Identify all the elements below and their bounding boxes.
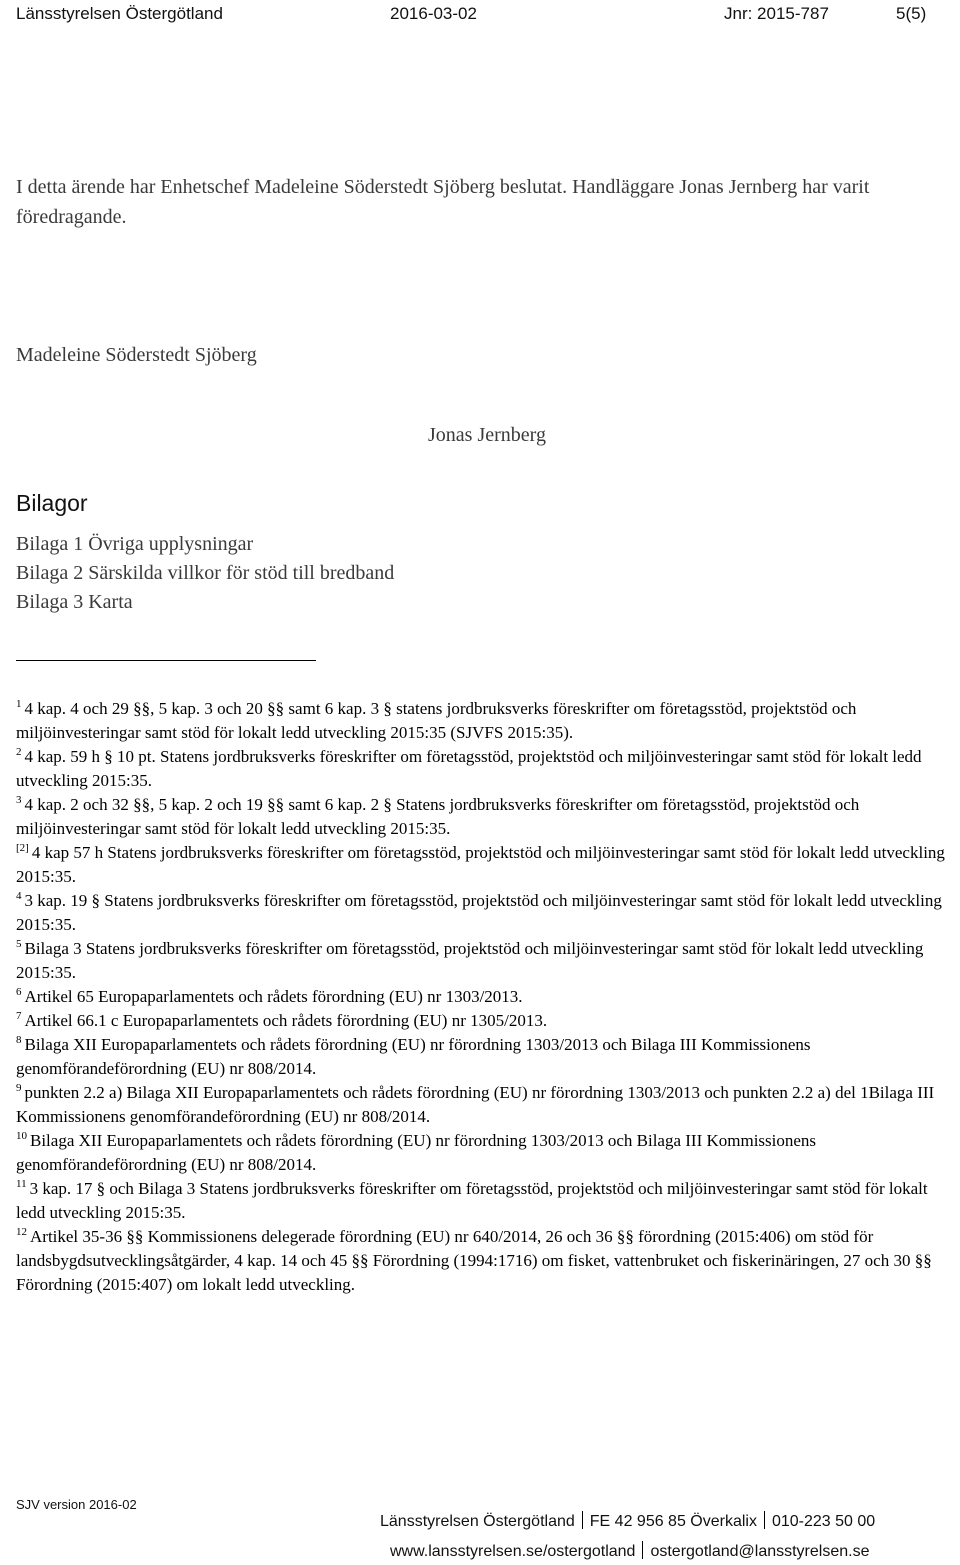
footnote-text: 4 kap. 4 och 29 §§, 5 kap. 3 och 20 §§ samt 6 kap. 3 § statens jordbruksverks föreskrifter om företagsstöd, projektstöd och miljöinvesteringar samt stöd för lokalt ledd utveckling 2015:35 (SJVFS 2015:35).	[16, 699, 857, 742]
footer-contact-line	[380, 1511, 875, 1531]
footnote-item	[16, 1033, 954, 1081]
footnote-text: 4 kap. 59 h § 10 pt. Statens jordbruksverks föreskrifter om företagsstöd, projektstöd och miljöinvesteringar samt stöd för lokalt ledd utveckling 2015:35.	[16, 747, 922, 790]
footnote-item	[16, 1081, 954, 1129]
footnote-text: 3 kap. 19 § Statens jordbruksverks föreskrifter om företagsstöd, projektstöd och miljöinvesteringar samt stöd för lokalt ledd utveckling 2015:35.	[16, 891, 942, 934]
signature-case-officer: Jonas Jernberg	[428, 424, 546, 446]
footer-divider	[642, 1541, 643, 1559]
footnote-marker: 9	[16, 1082, 22, 1095]
footer-version: SJV version 2016-02	[16, 1497, 137, 1512]
footnote-marker: 8	[16, 1034, 22, 1047]
footnotes-list	[16, 697, 954, 1297]
footnote-item	[16, 1009, 954, 1033]
footnote-marker: [2]	[16, 842, 29, 855]
header-org: Länsstyrelsen Östergötland	[16, 4, 223, 23]
footnote-item	[16, 745, 954, 793]
footnote-item	[16, 1225, 954, 1297]
page-header	[16, 4, 946, 28]
footnote-text: Artikel 65 Europaparlamentets och rådets förordning (EU) nr 1303/2013.	[24, 987, 523, 1006]
footnote-text: Bilaga 3 Statens jordbruksverks föreskrifter om företagsstöd, projektstöd och miljöinvesteringar samt stöd för lokalt ledd utveckling 2015:35.	[16, 939, 924, 982]
footnote-text: punkten 2.2 a) Bilaga XII Europaparlamentets och rådets förordning (EU) nr förordning 1303/2013 och punkten 2.2 a) del 1Bilaga III Kommissionens genomförandeförordning (EU) nr 808/2014.	[16, 1083, 935, 1126]
footnote-item	[16, 793, 954, 841]
footnote-marker: 3	[16, 794, 22, 807]
footer-email-link[interactable]: ostergotland@lansstyrelsen.se	[650, 1543, 870, 1560]
footnote-marker: 10	[16, 1130, 27, 1143]
footnote-item	[16, 985, 954, 1009]
attachment-item: Bilaga 1 Övriga upplysningar	[16, 533, 254, 555]
footer-org: Länsstyrelsen Östergötland	[380, 1513, 575, 1530]
footnote-item	[16, 889, 954, 937]
footer-divider	[764, 1511, 765, 1529]
header-case-number: Jnr: 2015-787	[724, 4, 829, 23]
footer-address: FE 42 956 85 Överkalix	[589, 1513, 757, 1530]
footnote-marker: 12	[16, 1226, 27, 1239]
footer-phone: 010-223 50 00	[771, 1513, 876, 1530]
header-page-number: 5(5)	[896, 4, 927, 23]
footnote-text: 3 kap. 17 § och Bilaga 3 Statens jordbruksverks föreskrifter om företagsstöd, projektstöd och miljöinvesteringar samt stöd för lokalt ledd utveckling 2015:35.	[16, 1179, 928, 1222]
footnote-marker: 7	[16, 1010, 22, 1023]
footnote-separator	[16, 660, 316, 661]
footnote-item	[16, 1129, 954, 1177]
footnote-marker: 6	[16, 986, 22, 999]
footer-web-line	[390, 1541, 869, 1561]
footnote-text: 4 kap. 2 och 32 §§, 5 kap. 2 och 19 §§ samt 6 kap. 2 § Statens jordbruksverks föreskrifter om företagsstöd, projektstöd och miljöinvesteringar samt stöd för lokalt ledd utveckling 2015:35.	[16, 795, 860, 838]
footnote-text: Artikel 66.1 c Europaparlamentets och rådets förordning (EU) nr 1305/2013.	[24, 1011, 548, 1030]
attachments-heading: Bilagor	[16, 490, 88, 516]
footnote-marker: 5	[16, 938, 22, 951]
footnote-item	[16, 1177, 954, 1225]
footer-website-link[interactable]: www.lansstyrelsen.se/ostergotland	[390, 1543, 636, 1560]
footnote-item	[16, 841, 954, 889]
header-date: 2016-03-02	[390, 4, 477, 23]
footnote-marker: 11	[16, 1178, 27, 1191]
footnote-item	[16, 937, 954, 985]
footnote-marker: 1	[16, 698, 22, 711]
footnote-marker: 2	[16, 746, 22, 759]
footnote-text: Bilaga XII Europaparlamentets och rådets förordning (EU) nr förordning 1303/2013 och Bilaga III Kommissionens genomförandeförordning (EU) nr 808/2014.	[16, 1035, 811, 1078]
footnote-item	[16, 697, 954, 745]
footnote-text: Artikel 35-36 §§ Kommissionens delegerade förordning (EU) nr 640/2014, 26 och 36 §§ förordning (2015:406) om stöd för landsbygdsutvecklingsåtgärder, 4 kap. 14 och 45 §§ Förordning (1994:1716) om fisket, vattenbruket och fiskerinäringen, 27 och 30 §§ Förordning (2015:407) om lokalt ledd utveckling.	[16, 1227, 932, 1294]
attachment-item: Bilaga 2 Särskilda villkor för stöd till bredband	[16, 562, 395, 584]
footnote-text: Bilaga XII Europaparlamentets och rådets förordning (EU) nr förordning 1303/2013 och Bilaga III Kommissionens genomförandeförordning (EU) nr 808/2014.	[16, 1131, 817, 1174]
signature-decision-maker: Madeleine Söderstedt Sjöberg	[16, 344, 257, 366]
footer-divider	[582, 1511, 583, 1529]
attachments-list	[16, 530, 394, 617]
attachment-item: Bilaga 3 Karta	[16, 591, 133, 613]
decision-text: I detta ärende har Enhetschef Madeleine Söderstedt Sjöberg beslutat. Handläggare Jonas Jernberg har varit föredragande.	[16, 176, 870, 228]
footnote-marker: 4	[16, 890, 22, 903]
footnote-text: 4 kap 57 h Statens jordbruksverks föreskrifter om företagsstöd, projektstöd och miljöinvesteringar samt stöd för lokalt ledd utveckling 2015:35.	[16, 843, 945, 886]
